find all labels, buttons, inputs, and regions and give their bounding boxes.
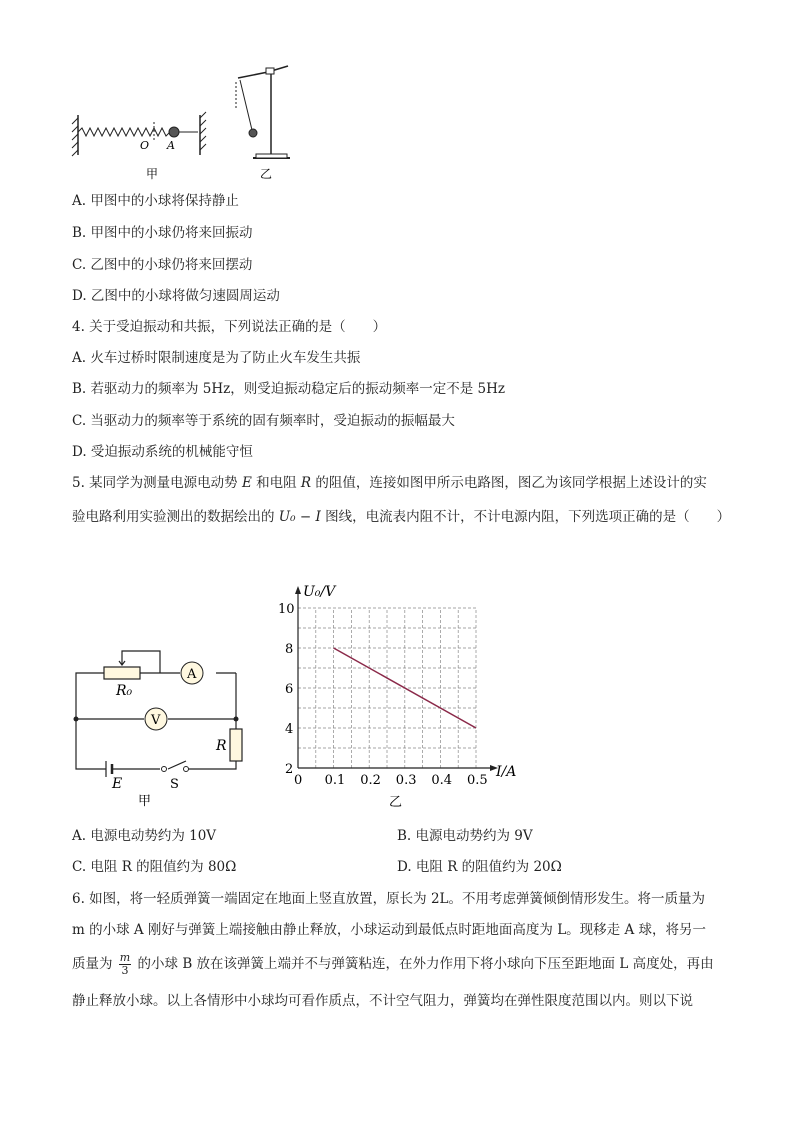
q6-line4: 静止释放小球。以上各情形中小球均可看作质点，不计空气阻力，弹簧均在弹性限度范围以内。则以下说 [72,993,693,1009]
x-tick-label: 0.5 [467,773,488,788]
chart-xlabel: I/A [496,764,517,780]
pendulum-ball [249,129,257,137]
q3-option-b: B. 甲图中的小球仍将来回振动 [72,225,253,241]
q6-line3: 质量为 $\frac{m}{3}$ 的小球 B 放在该弹簧上端并不与弹簧粘连，在外力作用下将小球向下压至距地面 L 高度处，再由 [72,951,714,977]
label-E: E [112,776,123,792]
y-tick-label: 2 [285,762,294,777]
svg-text:V: V [151,713,161,728]
chart-caption: 乙 [389,795,403,810]
label-S: S [170,777,179,792]
y-tick-label: 6 [285,682,294,697]
label-A: A [167,139,175,152]
x-tick-label: 0.2 [360,773,381,788]
q5-option-b: B. 电源电动势约为 9V [397,828,533,844]
q4-option-b: B. 若驱动力的频率为 5Hz，则受迫振动稳定后的振动频率一定不是 5Hz [72,381,506,397]
spring [78,128,172,136]
circuit-caption: 甲 [138,794,152,809]
x-tick-label: 0.1 [324,773,346,788]
q4-option-d: D. 受迫振动系统的机械能守恒 [72,444,253,460]
spring-caption: 甲 [146,167,159,181]
label-R0: R₀ [116,683,133,699]
y-tick-label: 4 [285,722,294,737]
y-tick-label: 10 [278,602,295,617]
y-tick-label: 8 [285,642,294,657]
q3-option-a: A. 甲图中的小球将保持静止 [72,193,239,209]
q6-line1: 6. 如图，将一轻质弹簧一端固定在地面上竖直放置，原长为 2L。不用考虑弹簧倾倒情形发生。将一质量为 [72,891,706,907]
q3-option-d: D. 乙图中的小球将做匀速圆周运动 [72,288,280,304]
label-O: O [140,139,150,152]
q5-stem-line1: 5. 某同学为测量电源电动势 E 和电阻 R 的阻值，连接如图甲所示电路图，图乙为该同学根据上述设计的实 [72,475,707,491]
q5-option-d: D. 电阻 R 的阻值约为 20Ω [397,859,562,875]
y-axis-arrow [295,586,301,594]
x-tick-label: 0 [294,773,303,788]
q3-option-c: C. 乙图中的小球仍将来回摆动 [72,257,253,273]
x-tick-label: 0.3 [395,773,417,788]
label-R: R [216,738,227,754]
q4-option-a: A. 火车过桥时限制速度是为了防止火车发生共振 [72,350,361,366]
circuit-diagram [68,635,248,810]
q5-stem-line2: 验电路利用实验测出的数据绘出的 U₀ − I 图线，电流表内阻不计，不计电源内阻，下列选项正确的是（ ） [72,509,731,525]
x-tick-label: 0.4 [431,773,453,788]
q6-line2: m 的小球 A 刚好与弹簧上端接触由静止释放，小球运动到最低点时距地面高度为 L。现移走 A 球，将另一 [72,922,707,938]
spring-ball [169,127,179,137]
svg-text:A: A [187,667,197,682]
spring-pendulum-figure [68,60,308,185]
q5-option-a: A. 电源电动势约为 10V [72,828,217,844]
chart-ylabel: U₀/V [303,584,336,600]
q4-option-c: C. 当驱动力的频率等于系统的固有频率时，受迫振动的振幅最大 [72,413,455,429]
q4-stem: 4. 关于受迫振动和共振，下列说法正确的是（ ） [72,319,387,335]
fraction-m-over-3: $\frac{m}{3}$ [119,951,131,977]
pendulum-caption: 乙 [260,167,273,181]
u0-i-chart [268,570,528,815]
q5-option-c: C. 电阻 R 的阻值约为 80Ω [72,859,237,875]
